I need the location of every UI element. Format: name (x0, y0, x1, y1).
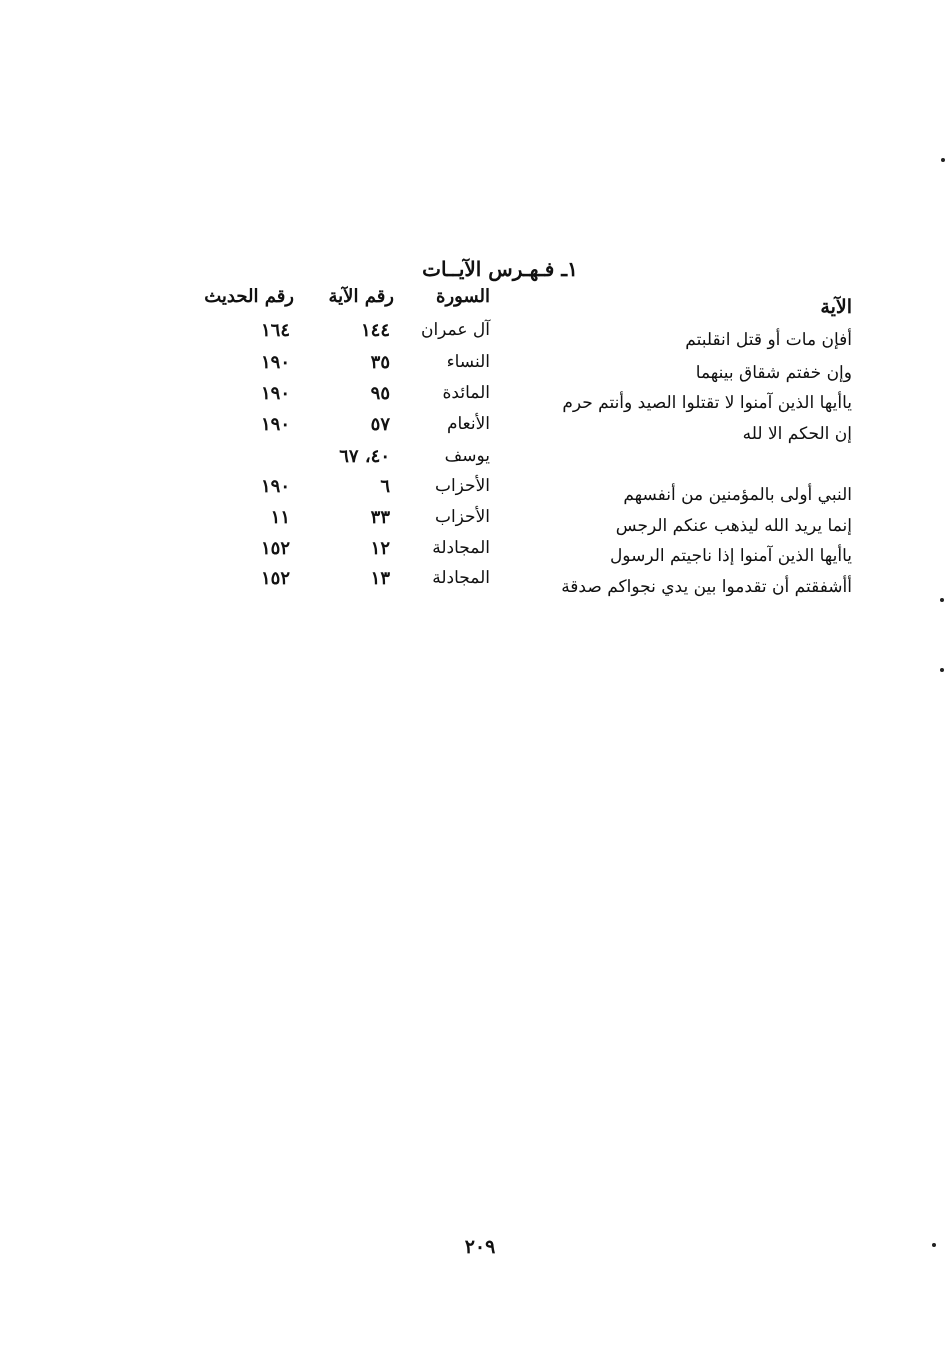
surah-cell: الأنعام (446, 414, 490, 434)
verse-number-cell: ٣٣ (370, 507, 390, 528)
hadith-number-cell: ١٦٤ (260, 320, 290, 341)
verse-text: أفإن مات أو قتل انقلبتم (685, 330, 852, 350)
surah-cell: يوسف (444, 446, 490, 466)
surah-cell: المائدة (442, 383, 490, 403)
index-heading: ١ـ فـهـرس الآيــات (422, 257, 578, 281)
verse-number-cell: ٩٥ (370, 383, 390, 404)
surah-cell: النساء (446, 352, 490, 372)
hadith-number-cell: ١٩٠ (260, 352, 290, 373)
surah-column-header: السورة (436, 286, 490, 307)
hadith-number-cell: ١١ (270, 507, 290, 528)
verse-number-cell: ٥٧ (370, 414, 390, 435)
verse-text: ياأيها الذين آمنوا لا تقتلوا الصيد وأنتم حرم (562, 393, 852, 413)
verse-number-cell: ١٣ (370, 568, 390, 589)
verse-number-cell: ٣٥ (370, 352, 390, 373)
verse-column-header: الآية (820, 296, 852, 318)
verse-number-cell: ٤٠، ٦٧ (339, 446, 390, 467)
verse-text: النبي أولى بالمؤمنين من أنفسهم (623, 485, 852, 505)
verse-number-cell: ١٤٤ (360, 320, 390, 341)
scan-speck (932, 1243, 936, 1247)
scan-speck (940, 668, 944, 672)
verse-text: وإن خفتم شقاق بينهما (695, 363, 852, 383)
verse-number-column-header: رقم الآية (328, 286, 394, 307)
verse-text: إنما يريد الله ليذهب عنكم الرجس (615, 516, 852, 536)
surah-cell: آل عمران (420, 320, 490, 340)
verse-text: إن الحكم الا لله (742, 424, 852, 444)
surah-cell: الأحزاب (434, 507, 490, 527)
hadith-number-cell: ١٩٠ (260, 383, 290, 404)
verse-number-cell: ٦ (380, 476, 390, 497)
hadith-number-cell: ١٥٢ (260, 568, 290, 589)
surah-cell: الأحزاب (434, 476, 490, 496)
verse-text: أأشفقتم أن تقدموا بين يدي نجواكم صدقة (561, 577, 852, 597)
hadith-number-cell: ١٩٠ (260, 414, 290, 435)
scan-speck (941, 158, 945, 162)
hadith-number-column-header: رقم الحديث (204, 286, 294, 307)
verse-text: ياأيها الذين آمنوا إذا ناجيتم الرسول (609, 546, 852, 566)
scan-speck (940, 598, 944, 602)
surah-cell: المجادلة (432, 568, 490, 588)
hadith-number-cell: ١٥٢ (260, 538, 290, 559)
hadith-number-cell: ١٩٠ (260, 476, 290, 497)
page-number: ٢٠٩ (464, 1236, 496, 1258)
verse-number-cell: ١٢ (370, 538, 390, 559)
surah-cell: المجادلة (432, 538, 490, 558)
